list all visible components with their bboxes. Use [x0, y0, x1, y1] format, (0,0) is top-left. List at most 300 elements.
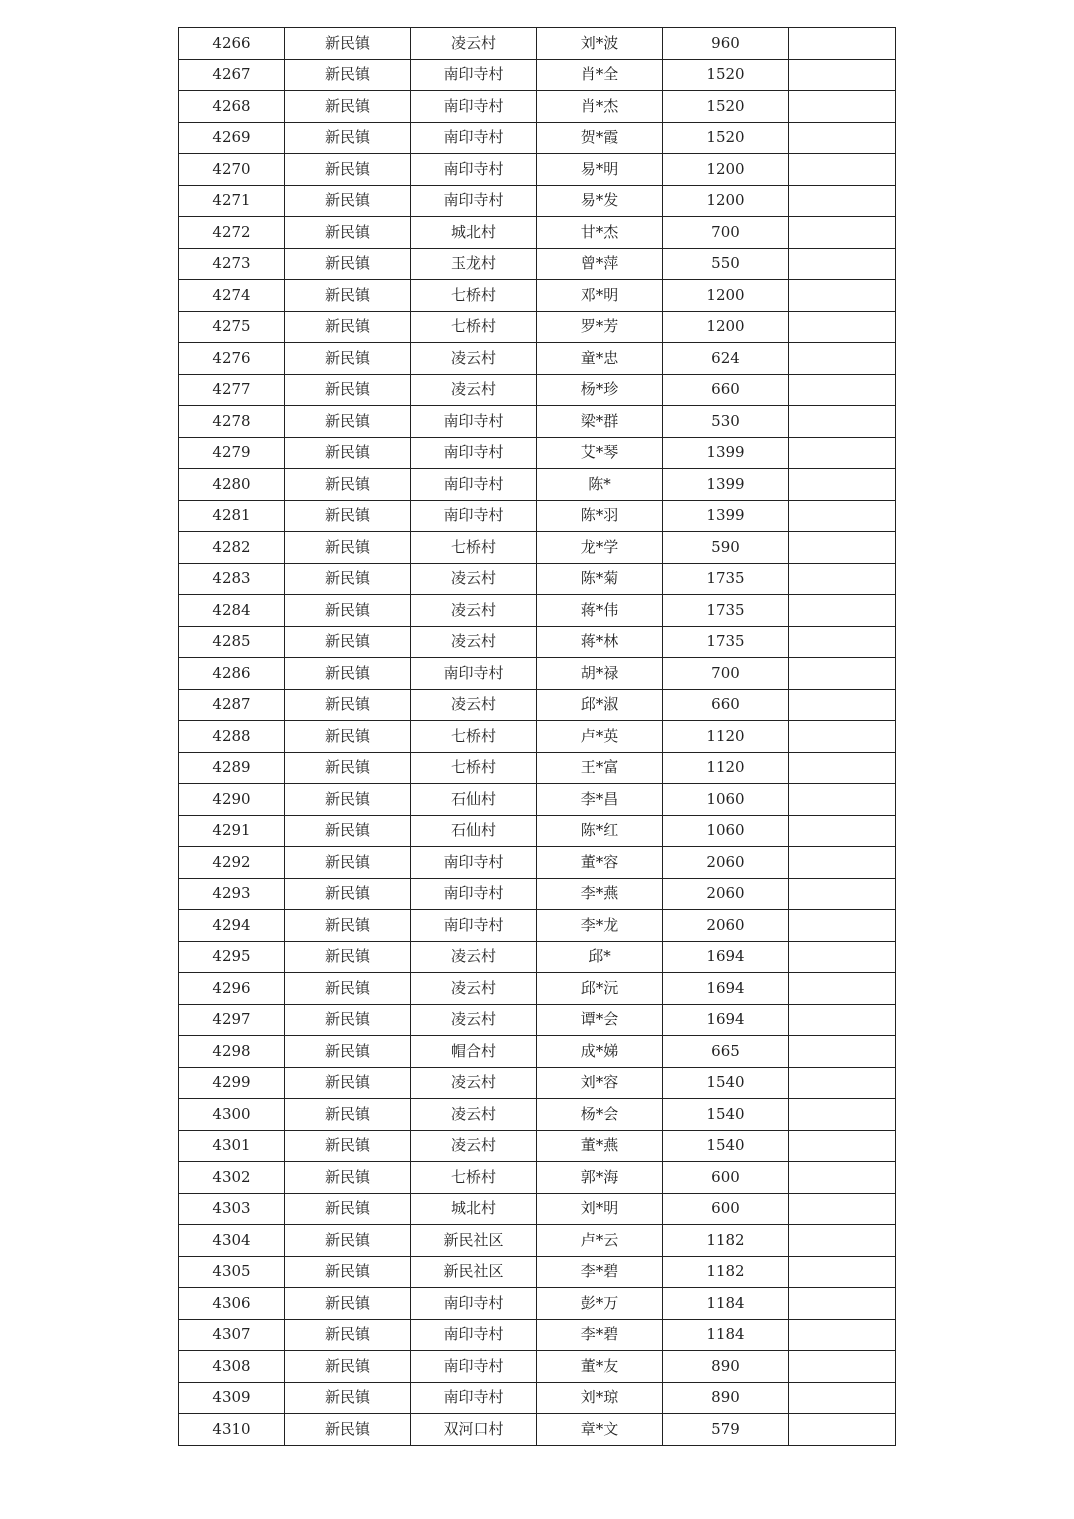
town-cell: 新民镇: [285, 59, 411, 91]
village-cell: 石仙村: [411, 784, 537, 816]
name-cell: 李*碧: [537, 1256, 663, 1288]
village-cell: 凌云村: [411, 343, 537, 375]
table-row: [179, 343, 896, 375]
note-cell: [789, 1193, 896, 1225]
name-cell: 陈*红: [537, 815, 663, 847]
village-cell: 南印寺村: [411, 1288, 537, 1320]
table-row: [179, 721, 896, 753]
amount-cell: 1694: [663, 973, 789, 1005]
village-cell: 七桥村: [411, 280, 537, 312]
name-cell: 易*明: [537, 154, 663, 186]
name-cell: 李*碧: [537, 1319, 663, 1351]
amount-cell: 1520: [663, 59, 789, 91]
row-number-cell: 4277: [179, 374, 285, 406]
table-row: [179, 973, 896, 1005]
note-cell: [789, 1130, 896, 1162]
name-cell: 卢*英: [537, 721, 663, 753]
row-number-cell: 4271: [179, 185, 285, 217]
table-row: [179, 1319, 896, 1351]
amount-cell: 890: [663, 1382, 789, 1414]
town-cell: 新民镇: [285, 185, 411, 217]
note-cell: [789, 1036, 896, 1068]
town-cell: 新民镇: [285, 847, 411, 879]
row-number-cell: 4283: [179, 563, 285, 595]
row-number-cell: 4304: [179, 1225, 285, 1257]
town-cell: 新民镇: [285, 500, 411, 532]
note-cell: [789, 1319, 896, 1351]
row-number-cell: 4300: [179, 1099, 285, 1131]
row-number-cell: 4298: [179, 1036, 285, 1068]
village-cell: 七桥村: [411, 752, 537, 784]
village-cell: 城北村: [411, 1193, 537, 1225]
amount-cell: 579: [663, 1414, 789, 1446]
note-cell: [789, 784, 896, 816]
row-number-cell: 4294: [179, 910, 285, 942]
table-row: [179, 1130, 896, 1162]
amount-cell: 1182: [663, 1256, 789, 1288]
note-cell: [789, 217, 896, 249]
row-number-cell: 4281: [179, 500, 285, 532]
name-cell: 成*娣: [537, 1036, 663, 1068]
row-number-cell: 4291: [179, 815, 285, 847]
amount-cell: 1120: [663, 752, 789, 784]
name-cell: 董*燕: [537, 1130, 663, 1162]
table-row: [179, 469, 896, 501]
name-cell: 杨*会: [537, 1099, 663, 1131]
row-number-cell: 4303: [179, 1193, 285, 1225]
town-cell: 新民镇: [285, 563, 411, 595]
town-cell: 新民镇: [285, 469, 411, 501]
note-cell: [789, 248, 896, 280]
name-cell: 谭*会: [537, 1004, 663, 1036]
roster-table-body: [179, 28, 896, 1446]
town-cell: 新民镇: [285, 1067, 411, 1099]
village-cell: 凌云村: [411, 1067, 537, 1099]
village-cell: 南印寺村: [411, 437, 537, 469]
row-number-cell: 4285: [179, 626, 285, 658]
note-cell: [789, 469, 896, 501]
name-cell: 曾*萍: [537, 248, 663, 280]
note-cell: [789, 910, 896, 942]
note-cell: [789, 532, 896, 564]
town-cell: 新民镇: [285, 1351, 411, 1383]
amount-cell: 700: [663, 658, 789, 690]
row-number-cell: 4296: [179, 973, 285, 1005]
amount-cell: 890: [663, 1351, 789, 1383]
row-number-cell: 4286: [179, 658, 285, 690]
amount-cell: 550: [663, 248, 789, 280]
row-number-cell: 4280: [179, 469, 285, 501]
name-cell: 易*发: [537, 185, 663, 217]
name-cell: 郭*海: [537, 1162, 663, 1194]
village-cell: 帽合村: [411, 1036, 537, 1068]
village-cell: 凌云村: [411, 1099, 537, 1131]
amount-cell: 1200: [663, 280, 789, 312]
table-row: [179, 154, 896, 186]
town-cell: 新民镇: [285, 374, 411, 406]
note-cell: [789, 374, 896, 406]
amount-cell: 1060: [663, 784, 789, 816]
table-row: [179, 658, 896, 690]
amount-cell: 1200: [663, 185, 789, 217]
note-cell: [789, 437, 896, 469]
name-cell: 邱*沅: [537, 973, 663, 1005]
village-cell: 新民社区: [411, 1256, 537, 1288]
name-cell: 陈*菊: [537, 563, 663, 595]
village-cell: 南印寺村: [411, 154, 537, 186]
note-cell: [789, 752, 896, 784]
town-cell: 新民镇: [285, 721, 411, 753]
name-cell: 龙*学: [537, 532, 663, 564]
row-number-cell: 4293: [179, 878, 285, 910]
town-cell: 新民镇: [285, 1288, 411, 1320]
amount-cell: 600: [663, 1193, 789, 1225]
town-cell: 新民镇: [285, 217, 411, 249]
village-cell: 南印寺村: [411, 500, 537, 532]
village-cell: 凌云村: [411, 595, 537, 627]
table-row: [179, 1288, 896, 1320]
amount-cell: 1399: [663, 469, 789, 501]
note-cell: [789, 122, 896, 154]
table-row: [179, 185, 896, 217]
row-number-cell: 4272: [179, 217, 285, 249]
table-row: [179, 1351, 896, 1383]
table-row: [179, 1256, 896, 1288]
name-cell: 卢*云: [537, 1225, 663, 1257]
note-cell: [789, 878, 896, 910]
row-number-cell: 4306: [179, 1288, 285, 1320]
name-cell: 肖*杰: [537, 91, 663, 123]
amount-cell: 2060: [663, 847, 789, 879]
name-cell: 李*燕: [537, 878, 663, 910]
table-row: [179, 878, 896, 910]
town-cell: 新民镇: [285, 1130, 411, 1162]
name-cell: 刘*容: [537, 1067, 663, 1099]
note-cell: [789, 1004, 896, 1036]
row-number-cell: 4308: [179, 1351, 285, 1383]
name-cell: 蒋*林: [537, 626, 663, 658]
row-number-cell: 4299: [179, 1067, 285, 1099]
village-cell: 新民社区: [411, 1225, 537, 1257]
name-cell: 贺*霞: [537, 122, 663, 154]
town-cell: 新民镇: [285, 941, 411, 973]
village-cell: 七桥村: [411, 1162, 537, 1194]
amount-cell: 660: [663, 374, 789, 406]
amount-cell: 1520: [663, 122, 789, 154]
amount-cell: 1735: [663, 563, 789, 595]
amount-cell: 1060: [663, 815, 789, 847]
amount-cell: 1735: [663, 595, 789, 627]
row-number-cell: 4310: [179, 1414, 285, 1446]
row-number-cell: 4301: [179, 1130, 285, 1162]
village-cell: 凌云村: [411, 1004, 537, 1036]
name-cell: 陈*: [537, 469, 663, 501]
town-cell: 新民镇: [285, 1225, 411, 1257]
amount-cell: 1694: [663, 941, 789, 973]
row-number-cell: 4266: [179, 28, 285, 60]
table-row: [179, 752, 896, 784]
name-cell: 蒋*伟: [537, 595, 663, 627]
note-cell: [789, 689, 896, 721]
town-cell: 新民镇: [285, 1036, 411, 1068]
table-row: [179, 500, 896, 532]
town-cell: 新民镇: [285, 1004, 411, 1036]
note-cell: [789, 154, 896, 186]
amount-cell: 700: [663, 217, 789, 249]
name-cell: 章*文: [537, 1414, 663, 1446]
note-cell: [789, 815, 896, 847]
town-cell: 新民镇: [285, 973, 411, 1005]
row-number-cell: 4279: [179, 437, 285, 469]
village-cell: 南印寺村: [411, 1382, 537, 1414]
note-cell: [789, 1099, 896, 1131]
town-cell: 新民镇: [285, 815, 411, 847]
name-cell: 刘*明: [537, 1193, 663, 1225]
table-row: [179, 563, 896, 595]
table-row: [179, 689, 896, 721]
note-cell: [789, 59, 896, 91]
amount-cell: 665: [663, 1036, 789, 1068]
note-cell: [789, 28, 896, 60]
name-cell: 刘*波: [537, 28, 663, 60]
row-number-cell: 4278: [179, 406, 285, 438]
row-number-cell: 4289: [179, 752, 285, 784]
note-cell: [789, 500, 896, 532]
amount-cell: 1735: [663, 626, 789, 658]
amount-cell: 1200: [663, 154, 789, 186]
note-cell: [789, 973, 896, 1005]
amount-cell: 1200: [663, 311, 789, 343]
row-number-cell: 4269: [179, 122, 285, 154]
row-number-cell: 4275: [179, 311, 285, 343]
table-row: [179, 847, 896, 879]
town-cell: 新民镇: [285, 28, 411, 60]
table-row: [179, 595, 896, 627]
table-row: [179, 28, 896, 60]
name-cell: 邓*明: [537, 280, 663, 312]
amount-cell: 600: [663, 1162, 789, 1194]
row-number-cell: 4302: [179, 1162, 285, 1194]
roster-table: [178, 27, 896, 1446]
town-cell: 新民镇: [285, 1382, 411, 1414]
table-row: [179, 374, 896, 406]
name-cell: 董*容: [537, 847, 663, 879]
village-cell: 凌云村: [411, 28, 537, 60]
village-cell: 石仙村: [411, 815, 537, 847]
row-number-cell: 4297: [179, 1004, 285, 1036]
village-cell: 南印寺村: [411, 469, 537, 501]
table-row: [179, 1225, 896, 1257]
town-cell: 新民镇: [285, 248, 411, 280]
table-row: [179, 91, 896, 123]
table-row: [179, 59, 896, 91]
table-row: [179, 437, 896, 469]
name-cell: 邱*淑: [537, 689, 663, 721]
village-cell: 凌云村: [411, 1130, 537, 1162]
table-row: [179, 626, 896, 658]
village-cell: 南印寺村: [411, 59, 537, 91]
amount-cell: 530: [663, 406, 789, 438]
village-cell: 七桥村: [411, 721, 537, 753]
town-cell: 新民镇: [285, 1099, 411, 1131]
town-cell: 新民镇: [285, 154, 411, 186]
table-row: [179, 280, 896, 312]
note-cell: [789, 280, 896, 312]
note-cell: [789, 847, 896, 879]
town-cell: 新民镇: [285, 1414, 411, 1446]
village-cell: 七桥村: [411, 532, 537, 564]
village-cell: 南印寺村: [411, 1319, 537, 1351]
town-cell: 新民镇: [285, 1162, 411, 1194]
name-cell: 罗*芳: [537, 311, 663, 343]
row-number-cell: 4267: [179, 59, 285, 91]
town-cell: 新民镇: [285, 91, 411, 123]
note-cell: [789, 1351, 896, 1383]
amount-cell: 1540: [663, 1130, 789, 1162]
village-cell: 凌云村: [411, 563, 537, 595]
row-number-cell: 4273: [179, 248, 285, 280]
name-cell: 李*昌: [537, 784, 663, 816]
name-cell: 董*友: [537, 1351, 663, 1383]
row-number-cell: 4268: [179, 91, 285, 123]
amount-cell: 1399: [663, 500, 789, 532]
amount-cell: 2060: [663, 910, 789, 942]
town-cell: 新民镇: [285, 1193, 411, 1225]
village-cell: 南印寺村: [411, 910, 537, 942]
town-cell: 新民镇: [285, 658, 411, 690]
row-number-cell: 4290: [179, 784, 285, 816]
table-row: [179, 784, 896, 816]
name-cell: 胡*禄: [537, 658, 663, 690]
note-cell: [789, 1414, 896, 1446]
table-row: [179, 1193, 896, 1225]
note-cell: [789, 1382, 896, 1414]
name-cell: 甘*杰: [537, 217, 663, 249]
table-row: [179, 941, 896, 973]
village-cell: 双河口村: [411, 1414, 537, 1446]
village-cell: 南印寺村: [411, 847, 537, 879]
town-cell: 新民镇: [285, 122, 411, 154]
note-cell: [789, 311, 896, 343]
town-cell: 新民镇: [285, 595, 411, 627]
note-cell: [789, 941, 896, 973]
row-number-cell: 4274: [179, 280, 285, 312]
note-cell: [789, 658, 896, 690]
village-cell: 南印寺村: [411, 406, 537, 438]
row-number-cell: 4276: [179, 343, 285, 375]
name-cell: 童*忠: [537, 343, 663, 375]
village-cell: 七桥村: [411, 311, 537, 343]
row-number-cell: 4284: [179, 595, 285, 627]
village-cell: 玉龙村: [411, 248, 537, 280]
note-cell: [789, 721, 896, 753]
village-cell: 凌云村: [411, 973, 537, 1005]
table-row: [179, 248, 896, 280]
town-cell: 新民镇: [285, 280, 411, 312]
town-cell: 新民镇: [285, 343, 411, 375]
town-cell: 新民镇: [285, 626, 411, 658]
table-row: [179, 815, 896, 847]
table-row: [179, 532, 896, 564]
village-cell: 凌云村: [411, 626, 537, 658]
table-row: [179, 1036, 896, 1068]
table-row: [179, 1004, 896, 1036]
table-row: [179, 910, 896, 942]
amount-cell: 624: [663, 343, 789, 375]
row-number-cell: 4287: [179, 689, 285, 721]
village-cell: 南印寺村: [411, 122, 537, 154]
town-cell: 新民镇: [285, 406, 411, 438]
town-cell: 新民镇: [285, 910, 411, 942]
name-cell: 陈*羽: [537, 500, 663, 532]
name-cell: 彭*万: [537, 1288, 663, 1320]
note-cell: [789, 1256, 896, 1288]
name-cell: 肖*全: [537, 59, 663, 91]
amount-cell: 660: [663, 689, 789, 721]
amount-cell: 1540: [663, 1067, 789, 1099]
note-cell: [789, 595, 896, 627]
table-row: [179, 311, 896, 343]
note-cell: [789, 563, 896, 595]
town-cell: 新民镇: [285, 878, 411, 910]
village-cell: 凌云村: [411, 941, 537, 973]
village-cell: 南印寺村: [411, 878, 537, 910]
row-number-cell: 4270: [179, 154, 285, 186]
row-number-cell: 4292: [179, 847, 285, 879]
town-cell: 新民镇: [285, 784, 411, 816]
table-row: [179, 217, 896, 249]
town-cell: 新民镇: [285, 1256, 411, 1288]
name-cell: 梁*群: [537, 406, 663, 438]
village-cell: 南印寺村: [411, 1351, 537, 1383]
amount-cell: 1520: [663, 91, 789, 123]
name-cell: 杨*珍: [537, 374, 663, 406]
note-cell: [789, 1067, 896, 1099]
name-cell: 刘*琼: [537, 1382, 663, 1414]
village-cell: 南印寺村: [411, 91, 537, 123]
village-cell: 南印寺村: [411, 185, 537, 217]
row-number-cell: 4295: [179, 941, 285, 973]
amount-cell: 590: [663, 532, 789, 564]
village-cell: 凌云村: [411, 689, 537, 721]
table-row: [179, 406, 896, 438]
village-cell: 城北村: [411, 217, 537, 249]
name-cell: 李*龙: [537, 910, 663, 942]
name-cell: 王*富: [537, 752, 663, 784]
town-cell: 新民镇: [285, 532, 411, 564]
row-number-cell: 4305: [179, 1256, 285, 1288]
table-row: [179, 122, 896, 154]
table-row: [179, 1099, 896, 1131]
note-cell: [789, 1225, 896, 1257]
row-number-cell: 4309: [179, 1382, 285, 1414]
name-cell: 艾*琴: [537, 437, 663, 469]
row-number-cell: 4307: [179, 1319, 285, 1351]
amount-cell: 1120: [663, 721, 789, 753]
note-cell: [789, 626, 896, 658]
town-cell: 新民镇: [285, 689, 411, 721]
table-row: [179, 1382, 896, 1414]
town-cell: 新民镇: [285, 437, 411, 469]
row-number-cell: 4282: [179, 532, 285, 564]
amount-cell: 1540: [663, 1099, 789, 1131]
village-cell: 凌云村: [411, 374, 537, 406]
village-cell: 南印寺村: [411, 658, 537, 690]
note-cell: [789, 1162, 896, 1194]
table-row: [179, 1067, 896, 1099]
amount-cell: 1184: [663, 1288, 789, 1320]
name-cell: 邱*: [537, 941, 663, 973]
